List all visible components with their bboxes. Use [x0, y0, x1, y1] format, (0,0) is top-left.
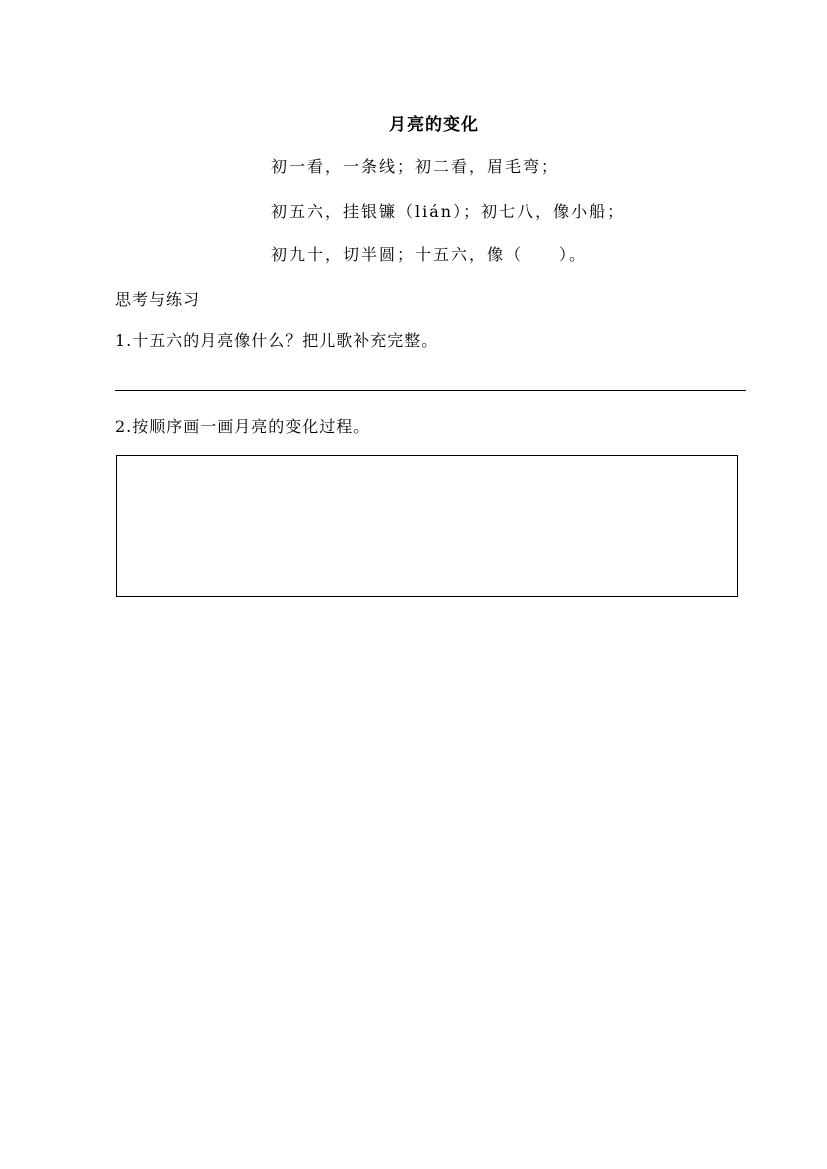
poem-line-3: 初九十，切半圆；十五六，像（ ）。 — [271, 245, 588, 264]
question-1: 1.十五六的月亮像什么？把儿歌补充完整。 — [115, 331, 439, 350]
drawing-box[interactable] — [116, 455, 738, 597]
answer-line[interactable] — [115, 390, 746, 391]
question-2: 2.按顺序画一画月亮的变化过程。 — [115, 417, 371, 436]
poem-line-2: 初五六，挂银镰（lián）；初七八，像小船； — [271, 202, 626, 221]
poem-line-1: 初一看，一条线；初二看，眉毛弯； — [271, 157, 560, 176]
section-heading: 思考与练习 — [115, 290, 201, 309]
page-title: 月亮的变化 — [389, 115, 479, 135]
